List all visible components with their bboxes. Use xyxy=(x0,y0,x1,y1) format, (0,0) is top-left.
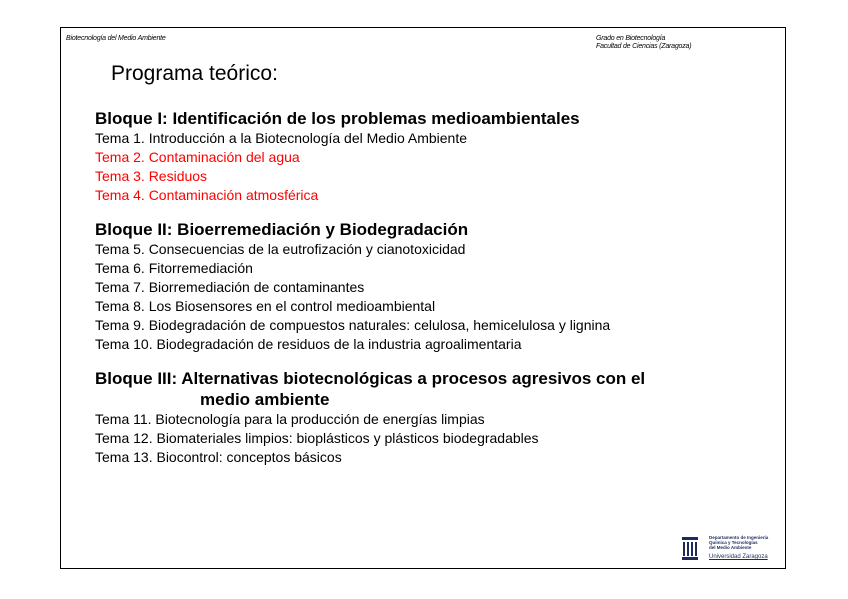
block-2 xyxy=(95,219,775,354)
topic-item: Tema 7. Biorremediación de contaminantes xyxy=(95,279,365,295)
topic-item: Tema 6. Fitorremediación xyxy=(95,260,253,276)
department-line: Departamento de Ingeniería xyxy=(709,535,769,540)
block-title: Bloque II: Bioerremediación y Biodegradación xyxy=(95,220,469,239)
topic-item-highlighted: Tema 4. Contaminación atmosférica xyxy=(95,187,319,203)
topic-item: Tema 8. Los Biosensores en el control medioambiental xyxy=(95,298,436,314)
department-line: Química y Tecnologías xyxy=(709,540,758,546)
university-logo xyxy=(681,533,785,569)
topic-item: Tema 5. Consecuencias de la eutrofización y cianotoxicidad xyxy=(95,241,466,257)
department-name xyxy=(709,535,768,551)
header-degree-info xyxy=(596,35,691,51)
topic-item-highlighted: Tema 2. Contaminación del agua xyxy=(95,149,300,165)
topic-item: Tema 11. Biotecnología para la producción de energías limpias xyxy=(95,411,485,427)
department-line: del Medio Ambiente xyxy=(709,545,752,551)
slide xyxy=(60,27,786,569)
header-degree: Grado en Biotecnología xyxy=(596,35,666,42)
block-title: Bloque I: Identificación de los problemas medioambientales xyxy=(95,109,580,128)
block-3 xyxy=(95,368,775,467)
block-1 xyxy=(95,108,775,205)
header-faculty: Facultad de Ciencias (Zaragoza) xyxy=(596,43,692,50)
block-title-line1: Bloque III: Alternativas biotecnológicas a procesos agresivos con el xyxy=(95,369,646,388)
page-title: Programa teórico: xyxy=(111,62,278,85)
building-icon xyxy=(681,535,699,565)
block-title xyxy=(95,368,755,410)
topic-item: Tema 12. Biomateriales limpios: bioplásticos y plásticos biodegradables xyxy=(95,430,539,446)
block-title-line2: medio ambiente xyxy=(200,390,330,409)
topic-item: Tema 13. Biocontrol: conceptos básicos xyxy=(95,449,342,465)
header-course-name: Biotecnología del Medio Ambiente xyxy=(66,35,166,42)
topic-item-highlighted: Tema 3. Residuos xyxy=(95,168,208,184)
university-name: Universidad Zaragoza xyxy=(709,554,768,560)
syllabus-content xyxy=(95,108,775,481)
topic-item: Tema 1. Introducción a la Biotecnología del Medio Ambiente xyxy=(95,130,468,146)
topic-item: Tema 9. Biodegradación de compuestos naturales: celulosa, hemicelulosa y lignina xyxy=(95,317,611,333)
topic-item: Tema 10. Biodegradación de residuos de la industria agroalimentaria xyxy=(95,336,522,352)
